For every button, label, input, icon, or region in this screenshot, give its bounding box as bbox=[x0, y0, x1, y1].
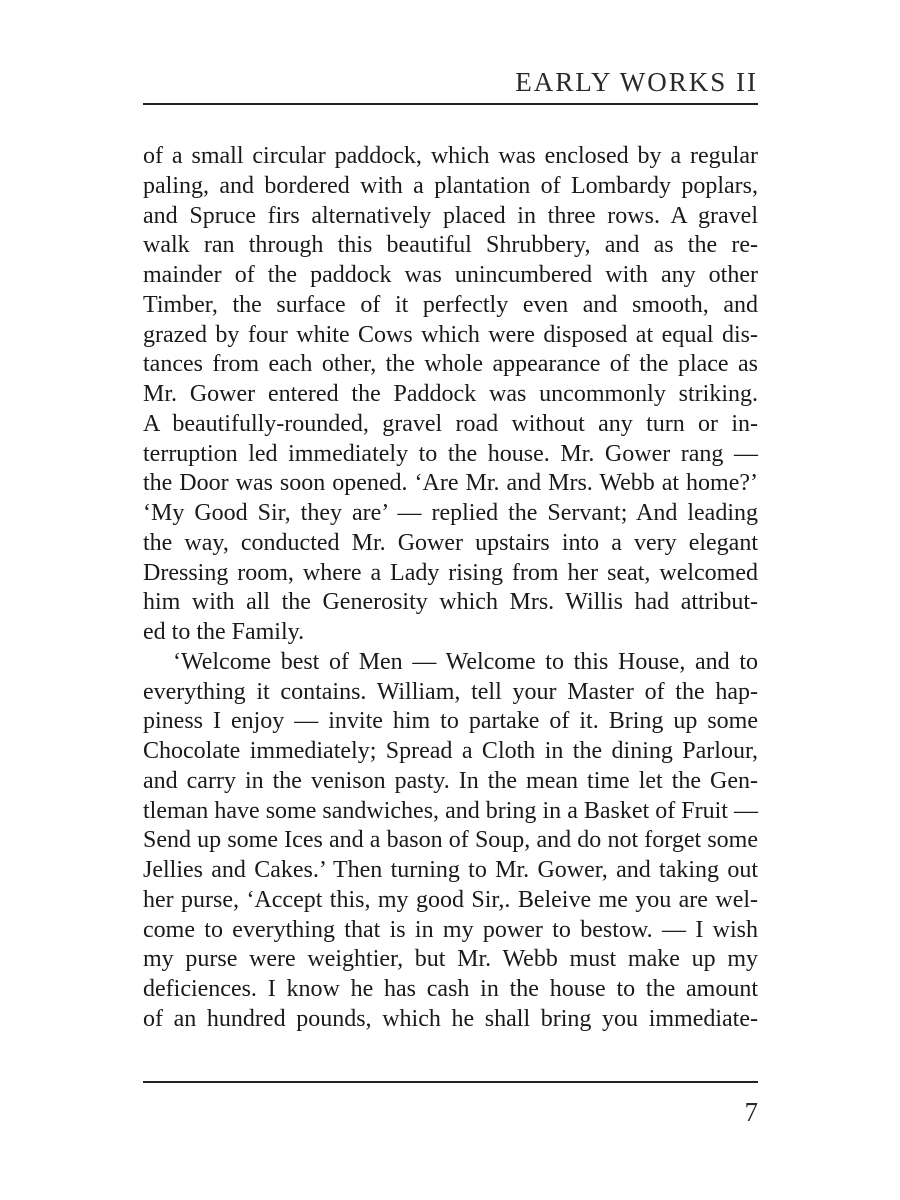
running-head-title: EARLY WORKS II bbox=[515, 67, 758, 97]
text-line: Dressing room, where a Lady rising from her seat, welcomed bbox=[143, 559, 758, 586]
text-line: her purse, ‘Accept this, my good Sir,. Beleive me you are wel- bbox=[143, 886, 758, 913]
text-line: Send up some Ices and a bason of Soup, and do not forget some bbox=[143, 827, 758, 854]
text-line: of an hundred pounds, which he shall bring you immediate- bbox=[143, 1005, 758, 1032]
text-line: tleman have some sandwiches, and bring in a Basket of Fruit — bbox=[143, 797, 758, 824]
text-line: Timber, the surface of it perfectly even and smooth, and bbox=[143, 291, 758, 318]
text-line: my purse were weightier, but Mr. Webb must make up my bbox=[143, 946, 758, 973]
text-line: ‘Welcome best of Men — Welcome to this House, and to bbox=[173, 648, 758, 675]
paragraph-2 bbox=[143, 648, 758, 1035]
footer-rule bbox=[143, 1081, 758, 1083]
text-line: Mr. Gower entered the Paddock was uncommonly striking. bbox=[143, 381, 758, 407]
text-line: A beautifully-rounded, gravel road without any turn or in- bbox=[143, 410, 758, 437]
text-line: paling, and bordered with a plantation of Lombardy poplars, bbox=[143, 172, 758, 199]
text-line: terruption led immediately to the house. Mr. Gower rang — bbox=[143, 440, 758, 467]
text-line: him with all the Generosity which Mrs. Willis had attribut- bbox=[143, 589, 758, 616]
text-line: grazed by four white Cows which were disposed at equal dis- bbox=[143, 321, 758, 348]
text-line: and carry in the venison pasty. In the mean time let the Gen- bbox=[143, 767, 758, 794]
text-line: come to everything that is in my power to bestow. — I wish bbox=[143, 916, 758, 943]
header-rule bbox=[143, 103, 758, 105]
text-line: of a small circular paddock, which was enclosed by a regular bbox=[143, 143, 758, 169]
text-line: and Spruce firs alternatively placed in three rows. A gravel bbox=[143, 202, 758, 229]
text-line: the Door was soon opened. ‘Are Mr. and Mrs. Webb at home?’ bbox=[143, 470, 758, 497]
text-line: piness I enjoy — invite him to partake of it. Bring up some bbox=[143, 708, 758, 735]
text-line: deficiences. I know he has cash in the house to the amount bbox=[143, 976, 758, 1002]
page-number: 7 bbox=[744, 1097, 758, 1127]
text-line: Jellies and Cakes.’ Then turning to Mr. Gower, and taking out bbox=[143, 857, 758, 883]
paragraph-1 bbox=[143, 142, 758, 648]
text-line: Chocolate immediately; Spread a Cloth in the dining Parlour, bbox=[143, 738, 758, 764]
text-line: ed to the Family. bbox=[143, 619, 305, 645]
text-line: ‘My Good Sir, they are’ — replied the Servant; And leading bbox=[143, 500, 758, 526]
text-line: walk ran through this beautiful Shrubbery, and as the re- bbox=[143, 232, 758, 259]
body-text bbox=[143, 142, 758, 1035]
text-line: mainder of the paddock was unincumbered with any other bbox=[143, 262, 758, 288]
text-line: tances from each other, the whole appearance of the place as bbox=[143, 351, 758, 378]
text-line: everything it contains. William, tell your Master of the hap- bbox=[143, 678, 758, 705]
text-line: the way, conducted Mr. Gower upstairs into a very elegant bbox=[143, 529, 758, 556]
